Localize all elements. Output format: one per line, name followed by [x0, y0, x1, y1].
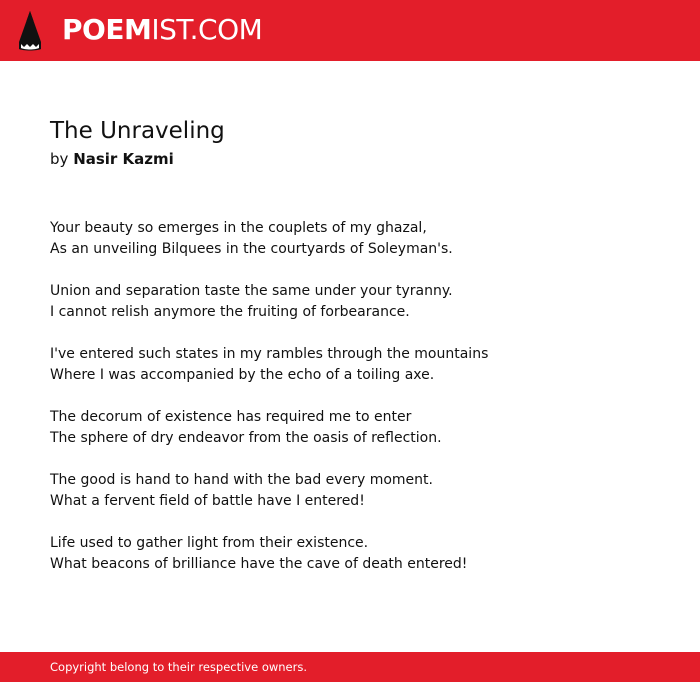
- poem-line: I cannot relish anymore the fruiting of forbearance.: [50, 304, 410, 320]
- pencil-tip-icon[interactable]: [18, 10, 42, 51]
- poem-line: The sphere of dry endeavor from the oasis of reflection.: [50, 430, 442, 446]
- by-label: by: [50, 150, 69, 168]
- poem-stanza: [50, 407, 670, 449]
- site-footer: [0, 652, 700, 682]
- site-header: [0, 0, 700, 61]
- poem-line: The good is hand to hand with the bad every moment.: [50, 472, 433, 488]
- poem-body: [50, 218, 670, 596]
- poem-line: I've entered such states in my rambles through the mountains: [50, 346, 489, 362]
- poem-stanza: [50, 533, 670, 575]
- poem-line: The decorum of existence has required me to enter: [50, 409, 412, 425]
- poem-line: Union and separation taste the same under your tyranny.: [50, 283, 453, 299]
- poem-stanza: [50, 470, 670, 512]
- poem-stanza: [50, 281, 670, 323]
- poem-line: What a fervent field of battle have I entered!: [50, 493, 365, 509]
- poem-author: Nasir Kazmi: [73, 150, 174, 168]
- site-logo-text[interactable]: [62, 13, 262, 47]
- poem-line: Where I was accompanied by the echo of a toiling axe.: [50, 367, 435, 383]
- poem-stanza: [50, 218, 670, 260]
- poem-line: As an unveiling Bilquees in the courtyards of Soleyman's.: [50, 241, 453, 257]
- poem-title: The Unraveling: [50, 118, 225, 144]
- poem-line: Your beauty so emerges in the couplets of my ghazal,: [50, 220, 427, 236]
- copyright-notice: Copyright belong to their respective owners.: [50, 660, 308, 674]
- poem-stanza: [50, 344, 670, 386]
- poem-line: Life used to gather light from their existence.: [50, 535, 369, 551]
- poem-byline: [50, 148, 174, 170]
- poem-line: What beacons of brilliance have the cave of death entered!: [50, 556, 468, 572]
- brand-light-text: IST.COM: [151, 13, 263, 46]
- brand-strong-text: POEM: [62, 13, 152, 46]
